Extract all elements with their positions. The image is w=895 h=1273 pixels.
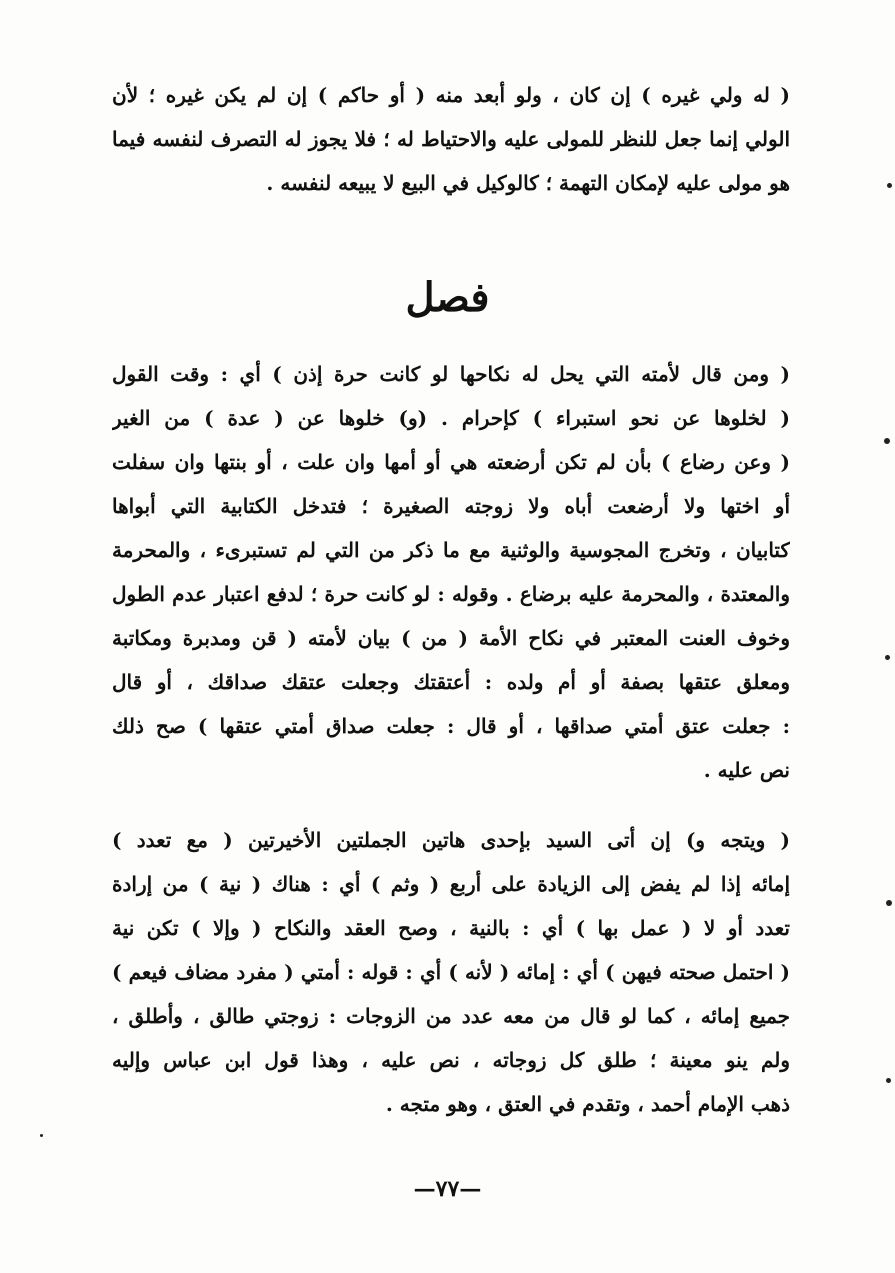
text-line: هو مولى عليه لإمكان التهمة ؛ كالوكيل في البيع لا يبيعه لنفسه . bbox=[266, 171, 790, 195]
text-line: ( ويتجه و) إن أتى السيد بإحدى هاتين الجملتين الأخيرتين ( مع تعدد ) bbox=[112, 828, 790, 852]
section-heading: فصل bbox=[405, 274, 490, 321]
page-number: —٧٧— bbox=[413, 1176, 482, 1202]
intro-paragraph bbox=[112, 73, 790, 205]
scan-speck bbox=[886, 1078, 891, 1083]
text-line: وخوف العنت المعتبر في نكاح الأمة ( من ) بيان لأمته ( قن ومدبرة ومكاتبة bbox=[112, 626, 790, 650]
text-line: والمعتدة ، والمحرمة عليه برضاع . وقوله : لو كانت حرة ؛ لدفع اعتبار عدم الطول bbox=[112, 582, 790, 606]
text-line: ولم ينو معينة ؛ طلق كل زوجاته ، نص عليه ، وهذا قول ابن عباس وإليه bbox=[112, 1048, 790, 1072]
text-line: تعدد أو لا ( عمل بها ) أي : بالنية ، وصح العقد والنكاح ( وإلا ) تكن نية bbox=[112, 916, 790, 940]
text-line: ذهب الإمام أحمد ، وتقدم في العتق ، وهو متجه . bbox=[385, 1092, 790, 1116]
text-line: أو اختها ولا أرضعت أباه ولا زوجته الصغيرة ؛ فتدخل الكتابية التي أبواها bbox=[112, 494, 790, 518]
text-line: ( وعن رضاع ) بأن لم تكن أرضعته هي أو أمها وان علت ، أو بنتها وان سفلت bbox=[112, 450, 790, 474]
text-line: نص عليه . bbox=[703, 758, 790, 782]
text-line: ( له ولي غيره ) إن كان ، ولو أبعد منه ( أو حاكم ) إن لم يكن غيره ؛ لأن bbox=[112, 83, 790, 107]
scan-speck bbox=[40, 1134, 43, 1137]
text-line: ومعلق عتقها بصفة أو أم ولده : أعتقتك وجعلت عتقك صداقك ، أو قال bbox=[112, 670, 790, 694]
scan-speck bbox=[887, 183, 892, 188]
text-line: كتابيان ، وتخرج المجوسية والوثنية مع ما ذكر من التي لم تستبرىء ، والمحرمة bbox=[112, 538, 790, 562]
text-line: : جعلت عتق أمتي صداقها ، أو قال : جعلت صداق أمتي عتقها ) صح ذلك bbox=[112, 714, 790, 738]
text-line: جميع إمائه ، كما لو قال من معه عدد من الزوجات : زوجتي طالق ، وأطلق ، bbox=[112, 1004, 790, 1028]
text-line: ( لخلوها عن نحو استبراء ) كإحرام . (و) خلوها عن ( عدة ) من الغير bbox=[112, 406, 790, 430]
scan-speck bbox=[885, 655, 890, 660]
text-line: إمائه إذا لم يفض إلى الزيادة على أربع ( وثم ) أي : هناك ( نية ) من إرادة bbox=[112, 872, 790, 896]
text-line: ( ومن قال لأمته التي يحل له نكاحها لو كانت حرة إذن ) أي : وقت القول bbox=[112, 362, 790, 386]
main-paragraph bbox=[112, 352, 790, 792]
scan-speck bbox=[886, 900, 892, 906]
text-line: الولي إنما جعل للنظر للمولى عليه والاحتياط له ؛ فلا يجوز له التصرف لنفسه فيما bbox=[112, 127, 790, 151]
scan-speck bbox=[884, 438, 890, 444]
second-paragraph bbox=[112, 818, 790, 1126]
text-line: ( احتمل صحته فيهن ) أي : إمائه ( لأنه ) أي : قوله : أمتي ( مفرد مضاف فيعم ) bbox=[112, 960, 790, 984]
